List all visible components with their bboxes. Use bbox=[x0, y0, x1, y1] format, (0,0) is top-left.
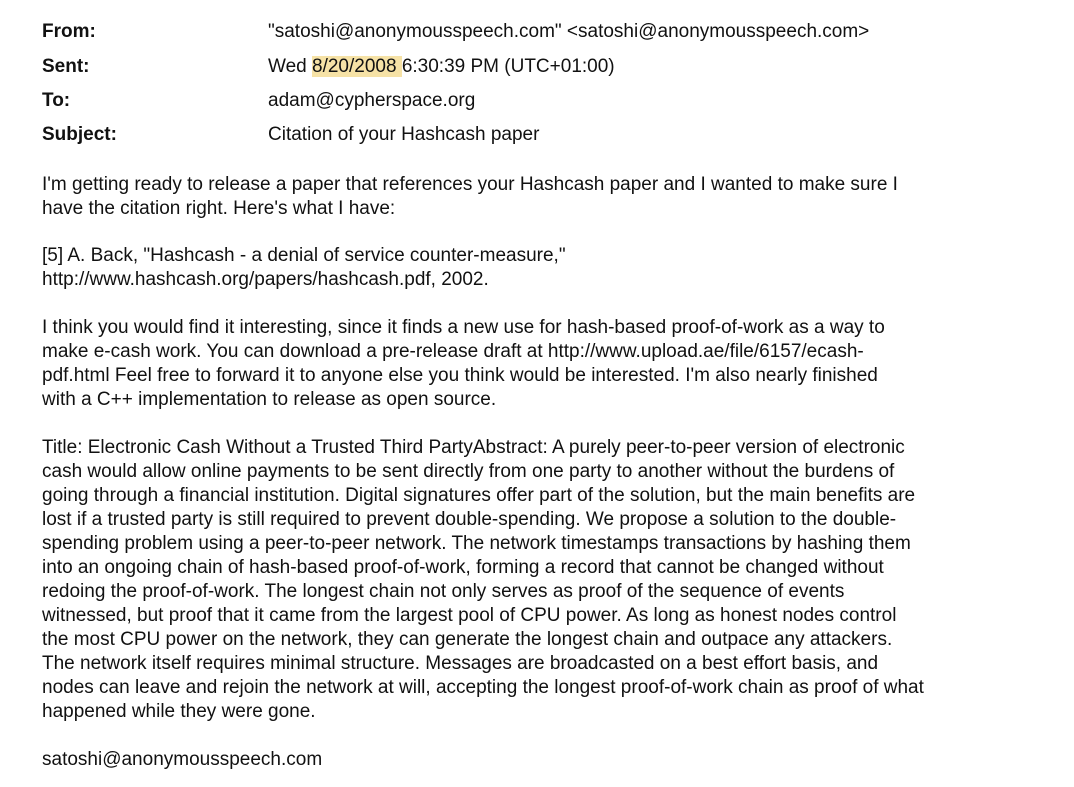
paragraph-intro bbox=[42, 173, 1062, 221]
subject-label: Subject: bbox=[42, 124, 117, 145]
to-value[interactable]: adam@cypherspace.org bbox=[268, 90, 476, 111]
to-row bbox=[42, 88, 1042, 114]
text-line: redoing the proof-of-work. The longest chain not only serves as proof of the sequence of events bbox=[42, 581, 845, 602]
subject-row bbox=[42, 122, 1042, 148]
text-line: nodes can leave and rejoin the network at will, accepting the longest proof-of-work chain as proof of what bbox=[42, 677, 924, 698]
signature bbox=[42, 748, 1062, 772]
text-line: lost if a trusted party is still required to prevent double-spending. We propose a solution to the double- bbox=[42, 509, 897, 530]
text-line: have the citation right. Here's what I have: bbox=[42, 198, 396, 219]
sent-day: Wed bbox=[268, 56, 313, 77]
paragraph-citation bbox=[42, 244, 1062, 292]
text-line: with a C++ implementation to release as open source. bbox=[42, 389, 497, 410]
text-line: http://www.hashcash.org/papers/hashcash.pdf, 2002. bbox=[42, 269, 489, 290]
text-line: happened while they were gone. bbox=[42, 701, 316, 722]
to-label: To: bbox=[42, 90, 71, 111]
paragraph-draft bbox=[42, 316, 1062, 412]
subject-value: Citation of your Hashcash paper bbox=[268, 124, 540, 145]
text-line: going through a financial institution. Digital signatures offer part of the solution, but the main benefits are bbox=[42, 485, 916, 506]
text-line: [5] A. Back, "Hashcash - a denial of service counter-measure," bbox=[42, 245, 566, 266]
sent-label: Sent: bbox=[42, 56, 90, 77]
highlighted-date: 8/20/2008 bbox=[312, 56, 402, 77]
paragraph-abstract bbox=[42, 436, 1062, 724]
text-line: pdf.html Feel free to forward it to anyone else you think would be interested. I'm also nearly finished bbox=[42, 365, 878, 386]
sent-time: 6:30:39 PM (UTC+01:00) bbox=[401, 56, 615, 77]
text-line: spending problem using a peer-to-peer network. The network timestamps transactions by hashing them bbox=[42, 533, 911, 554]
text-line: I'm getting ready to release a paper that references your Hashcash paper and I wanted to make sure I bbox=[42, 174, 898, 195]
text-line: witnessed, but proof that it came from the largest pool of CPU power. As long as honest nodes control bbox=[42, 605, 897, 626]
text-line: cash would allow online payments to be sent directly from one party to another without the burdens of bbox=[42, 461, 895, 482]
text-line: Title: Electronic Cash Without a Trusted Third PartyAbstract: A purely peer-to-peer version of electronic bbox=[42, 437, 905, 458]
from-row bbox=[42, 19, 1042, 45]
text-line: The network itself requires minimal structure. Messages are broadcasted on a best effort basis, and bbox=[42, 653, 879, 674]
sent-row bbox=[42, 54, 1042, 80]
text-line: into an ongoing chain of hash-based proof-of-work, forming a record that cannot be changed without bbox=[42, 557, 884, 578]
text-line: make e-cash work. You can download a pre-release draft at http://www.upload.ae/file/6157/ecash- bbox=[42, 341, 864, 362]
text-line: I think you would find it interesting, since it finds a new use for hash-based proof-of-work as a way to bbox=[42, 317, 885, 338]
signature-email: satoshi@anonymousspeech.com bbox=[42, 749, 323, 770]
text-line: the most CPU power on the network, they can generate the longest chain and outpace any attackers. bbox=[42, 629, 893, 650]
sent-value bbox=[268, 54, 615, 80]
from-label: From: bbox=[42, 21, 96, 42]
from-value[interactable]: "satoshi@anonymousspeech.com" <satoshi@anonymousspeech.com> bbox=[268, 21, 870, 42]
